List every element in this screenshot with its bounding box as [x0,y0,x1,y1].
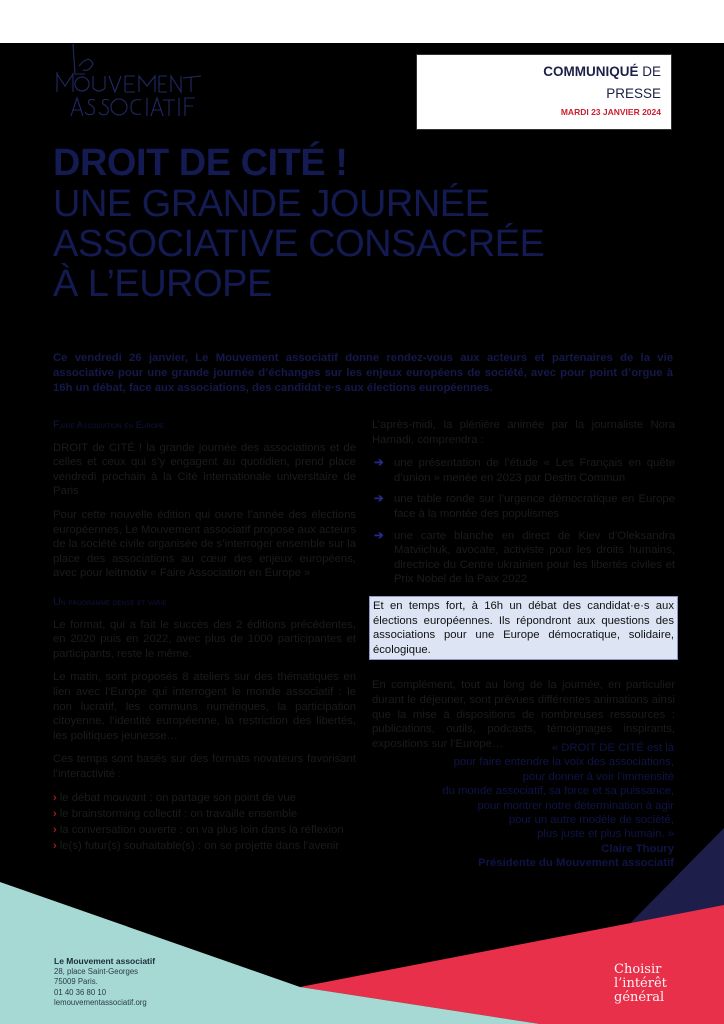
headline-line-1: DROIT DE CITÉ ! [53,142,348,184]
press-title-rest: DE [638,64,661,79]
list-item-text: la conversation ouverte : on va plus loin dans la réflexion [59,824,344,837]
chevron-right-icon: › [53,824,57,837]
press-release-title-line2: PRESSE [606,86,661,101]
footer-website[interactable]: lemouvementassociatif.org [54,998,147,1007]
list-item-text: le brainstorming collectif : on travaille ensemble [59,808,298,821]
quote-line: pour un autre modèle de société, [508,814,674,827]
arrow-right-icon: ➔ [374,529,384,542]
press-title-bold: COMMUNIQUÉ [543,64,639,79]
quote-line: pour faire entendre la voix des associations, [453,756,674,769]
list-item-text: une présentation de l’étude « Les Français en quête d’union » menée en 2023 par Destin Commun [394,457,675,484]
footer-org-name: Le Mouvement associatif [54,956,156,966]
arrow-right-icon: ➔ [374,493,384,506]
paragraph: Pour cette nouvelle édition qui ouvre l’année des élections européennes, Le Mouvement associatif propose aux acteurs de la société civile organisée de s’interroger ensemble sur la place des associations au cœur des enjeux européens, avec pour leitmotiv « Faire Association en Europe » [53,508,356,580]
quote-line: « DROIT DE CITÉ est là [551,742,674,754]
section-title-programme: Un programme dense et varié [53,595,167,608]
list-item-text: le débat mouvant : on partage son point de vue [59,792,296,805]
footer-address [54,956,155,1009]
footer-address-line: 75009 Paris. [54,977,98,986]
footer-address-line: 28, place Saint-Georges [54,966,139,976]
headline-line-2: UNE GRANDE JOURNÉE [53,183,490,225]
list-item-text: le(s) futur(s) souhaitable(s) : on se projette dans l’avenir [59,840,340,853]
paragraph: DROIT de CITÉ ! la grande journée des associations et de celles et ceux qui s’y engagent au quotidien, prend place vendredi prochain à la Cité internationale universitaire de Paris [53,441,356,498]
tagline-line: l’intérêt [614,976,667,991]
headline-line-3: ASSOCIATIVE CONSACRÉE [53,223,545,265]
headline-line-4: À L’EUROPE [53,263,272,305]
quote-line: du monde associatif, sa force et sa puissance, [442,785,674,798]
quote-line: pour montrer notre détermination à agir [477,799,674,812]
chevron-right-icon: › [53,840,57,853]
quote-line: plus juste et plus humain. » [537,828,674,841]
press-release-date: MARDI 23 JANVIER 2024 [560,107,661,117]
quote-author-role: Présidente du Mouvement associatif [478,857,674,870]
paragraph: En complément, tout au long de la journée, en particulier durant le déjeuner, sont prévues différentes animations ainsi que la mise à dispositions de nombreuses ressources : publications, outils, podcasts, témoignages inspirants, expositions sur l’Europe… [372,679,675,750]
list-item-text: une table ronde sur l’urgence démocratique en Europe face à la montée des populismes [394,493,675,520]
paragraph: Le matin, sont proposés 8 ateliers sur des thématiques en lien avec l’Europe qui interrogent le monde associatif : le non lucratif, les communs numériques, la participation citoyenne, l’identité européenne, la restriction des libertés, les politiques jeunesse… [53,671,356,742]
lead-paragraph: Ce vendredi 26 janvier, Le Mouvement associatif donne rendez-vous aux acteurs et partenaires de la vie associative pour une grande journée d’échanges sur les enjeux européens de société, avec pour point d’orgue à 16h un débat, face aux associations, des candidat·e·s aux élections européennes. [53,352,673,394]
paragraph: Ces temps sont basés sur des formats novateurs favorisant l’interactivité : [53,753,356,780]
chevron-right-icon: › [53,808,57,821]
tagline-line: général [614,990,665,1005]
footer-phone: 01 40 36 80 10 [54,987,107,997]
tagline-line: Choisir [614,962,662,977]
list-item-text: une carte blanche en direct de Kiev d’Oleksandra Matviichuk, avocate, activiste pour les droits humains, directrice du Centre ukrainien pour les libertés civiles et Prix Nobel de la Paix 2022 [394,529,675,586]
quote-author: Claire Thoury [601,842,674,855]
paragraph: Le format, qui a fait le succès des 2 éditions précédentes, en 2020 puis en 2022, avec plus de 1000 participantes et participants, reste le même. [53,618,356,660]
arrow-right-icon: ➔ [374,457,384,470]
quote-line: pour donner à voir l’immensité [522,770,674,783]
tagline [614,963,667,1005]
paragraph: L’après-midi, la plénière animée par la journaliste Nora Hamadi, comprendra : [372,419,675,446]
section-title-faire-association: Faire Association en Europe [53,419,165,431]
chevron-right-icon: › [53,792,57,805]
highlight-box: Et en temps fort, à 16h un débat des candidat·e·s aux élections européennes. Ils répondront aux questions des associations pour une Europe démocratique, solidaire, écologique. [369,596,678,660]
